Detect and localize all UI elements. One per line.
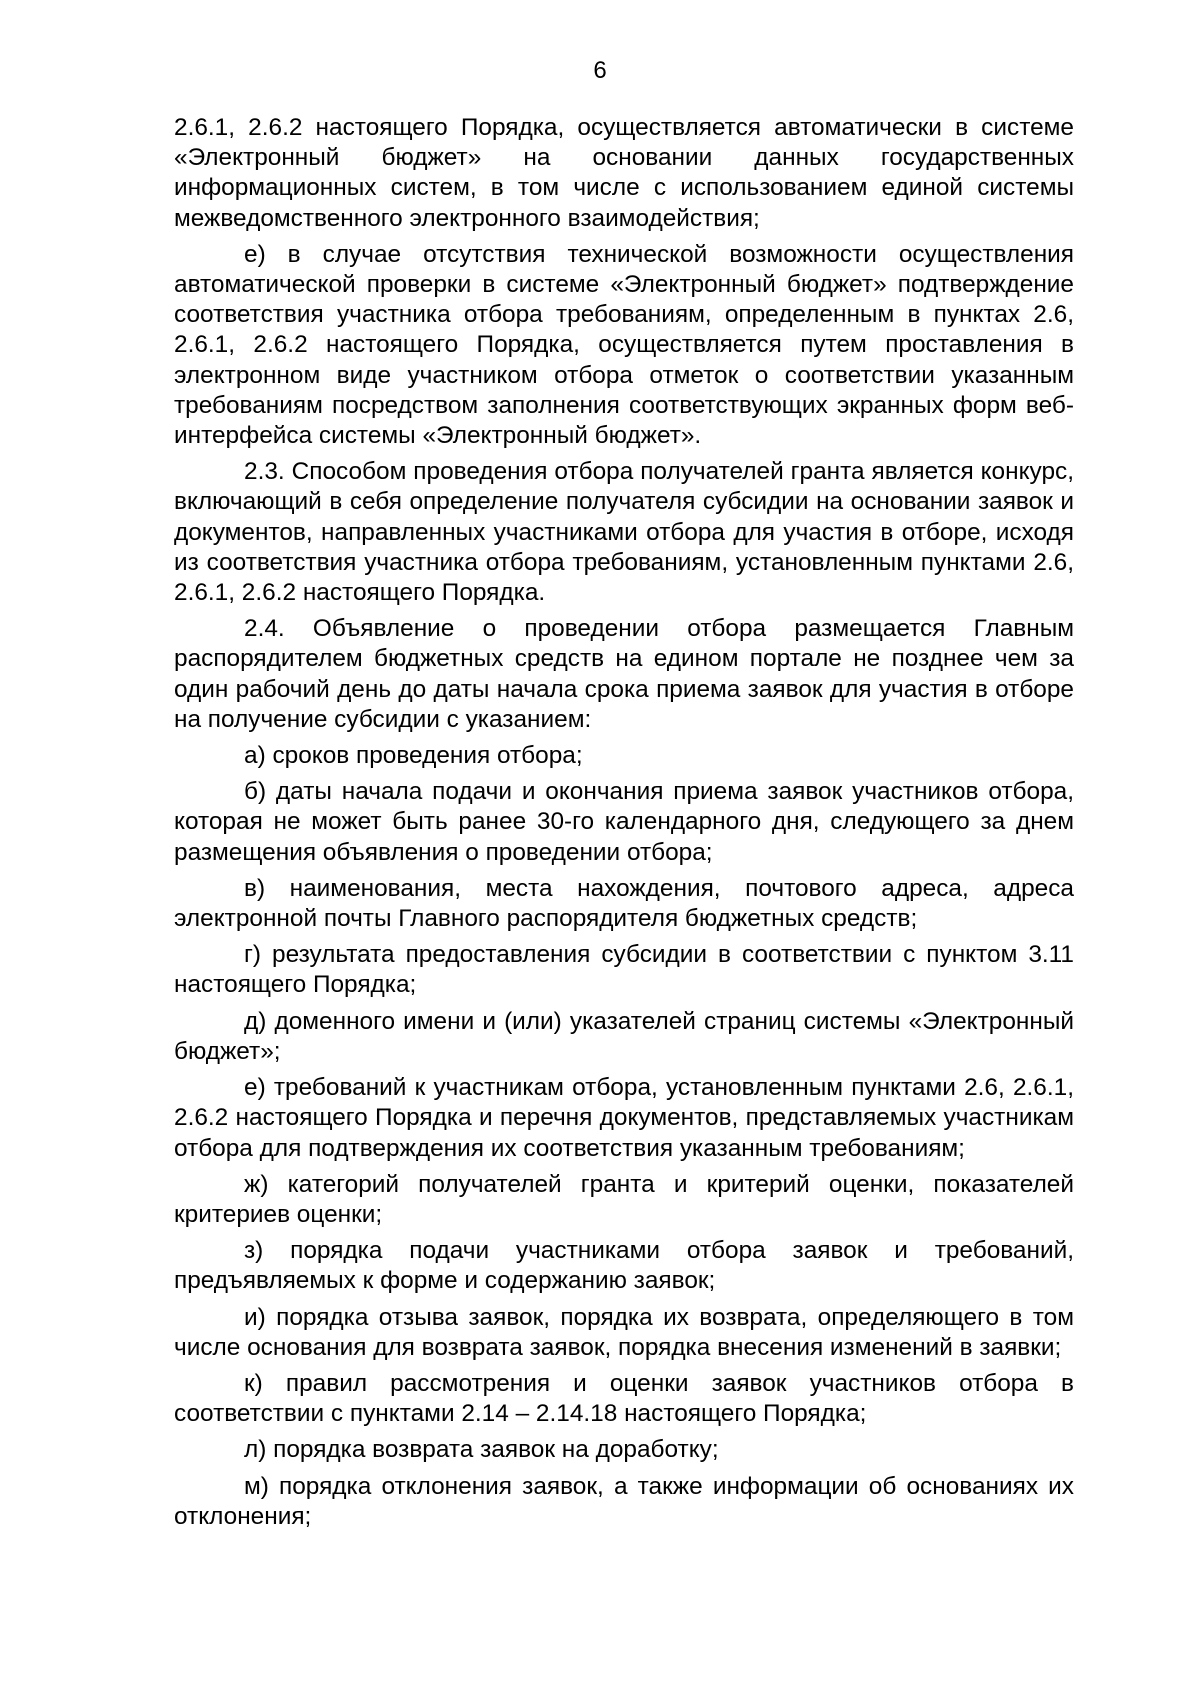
list-item-l: л) порядка возврата заявок на доработку; [244,1436,719,1464]
list-item-zh: ж) категорий получателей гранта и критерий оценки, показателей критериев оценки; [174,1170,1074,1228]
list-item-i: и) порядка отзыва заявок, порядка их возврата, определяющего в том числе основания для возврата заявок, порядка внесения изменений в заявки; [174,1303,1074,1361]
paragraph-item-e-check: е) в случае отсутствия технической возможности осуществления автоматической проверки в системе «Электронный бюджет» подтверждение соответствия участника отбора требованиям, определенным в пунктах 2.6, 2.6.1, 2.6.2 настоящего Порядка, осуществляется путем проставления в электронном виде участником отбора отметок о соответствии указанным требованиям посредством заполнения соответствующих экранных форм веб-интерфейса системы «Электронный бюджет». [174,240,1074,450]
list-item-a: а) сроков проведения отбора; [244,742,583,770]
list-item-m: м) порядка отклонения заявок, а также информации об основаниях их отклонения; [174,1472,1074,1530]
document-body [174,113,1074,1538]
list-item-e: е) требований к участникам отбора, установленным пунктами 2.6, 2.6.1, 2.6.2 настоящего Порядка и перечня документов, представляемых участникам отбора для подтверждения их соответствия указанным требованиям; [174,1074,1074,1162]
list-item-b: б) даты начала подачи и окончания приема заявок участников отбора, которая не может быть ранее 30-го календарного дня, следующего за днем размещения объявления о проведении отбора; [174,778,1074,866]
paragraph-2-4: 2.4. Объявление о проведении отбора размещается Главным распорядителем бюджетных средств на едином портале не позднее чем за один рабочий день до даты начала срока приема заявок для участия в отборе на получение субсидии с указанием: [174,615,1074,733]
list-item-z: з) порядка подачи участниками отбора заявок и требований, предъявляемых к форме и содержанию заявок; [174,1237,1074,1295]
list-item-v: в) наименования, места нахождения, почтового адреса, адреса электронной почты Главного распорядителя бюджетных средств; [174,874,1074,933]
list-item-d: д) доменного имени и (или) указателей страниц системы «Электронный бюджет»; [174,1007,1074,1065]
paragraph-2-3: 2.3. Способом проведения отбора получателей гранта является конкурс, включающий в себя определение получателя субсидии на основании заявок и документов, направленных участниками отбора для участия в отборе, исходя из соответствия участника отбора требованиям, установленным пунктами 2.6, 2.6.1, 2.6.2 настоящего Порядка. [174,458,1074,607]
paragraph-continuation: 2.6.1, 2.6.2 настоящего Порядка, осуществляется автоматически в системе «Электронный бюджет» на основании данных государственных информационных систем, в том числе с использованием единой системы межведомственного электронного взаимодействия; [174,114,1074,232]
page-number: 6 [593,57,607,84]
list-item-g: г) результата предоставления субсидии в соответствии с пунктом 3.11 настоящего Порядка; [174,941,1074,999]
list-item-k: к) правил рассмотрения и оценки заявок участников отбора в соответствии с пунктами 2.14 – 2.14.18 настоящего Порядка; [174,1369,1074,1428]
